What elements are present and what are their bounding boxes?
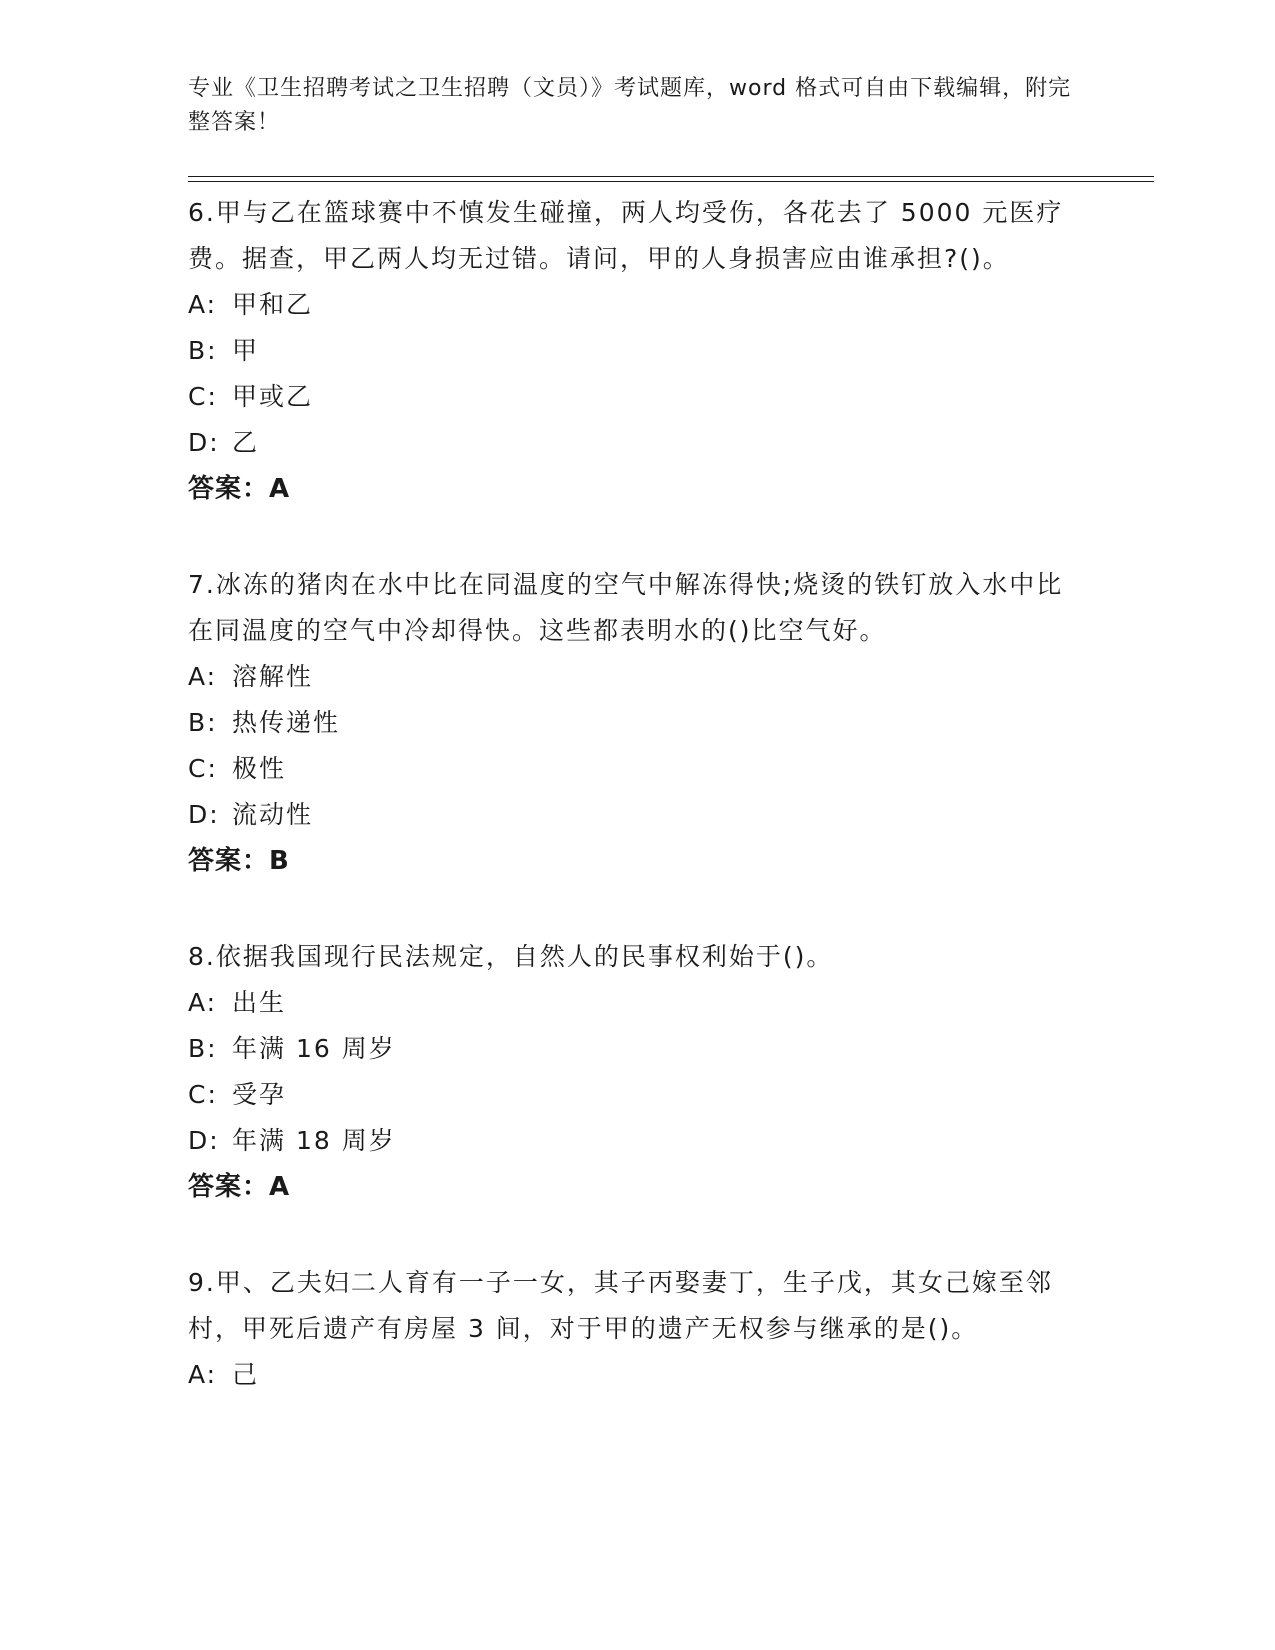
- option-key: D:: [188, 1126, 220, 1155]
- question-stem: 8.依据我国现行民法规定，自然人的民事权利始于()。: [188, 942, 834, 971]
- option-key: A:: [188, 662, 218, 691]
- option-d: [188, 1118, 1088, 1164]
- option-text: 乙: [232, 428, 260, 457]
- option-key: A:: [188, 290, 218, 319]
- option-text: 年满 18 周岁: [232, 1126, 396, 1155]
- question-stem: 9.甲、乙夫妇二人育有一子一女，其子丙娶妻丁，生子戊，其女己嫁至邻村，甲死后遗产有房屋 3 间，对于甲的遗产无权参与继承的是()。: [188, 1268, 1053, 1343]
- option-key: B:: [188, 336, 218, 365]
- option-c: [188, 746, 1088, 792]
- question-7: [188, 562, 1088, 884]
- option-text: 甲或乙: [232, 382, 314, 411]
- option-a: [188, 1352, 1088, 1398]
- option-key: A:: [188, 988, 218, 1017]
- option-key: A:: [188, 1360, 218, 1389]
- option-b: [188, 700, 1088, 746]
- question-stem: 7.冰冻的猪肉在水中比在同温度的空气中解冻得快;烧烫的铁钉放入水中比在同温度的空气中冷却得快。这些都表明水的()比空气好。: [188, 570, 1064, 645]
- option-key: B:: [188, 1034, 218, 1063]
- option-text: 热传递性: [232, 708, 341, 737]
- option-text: 流动性: [232, 800, 314, 829]
- option-c: [188, 374, 1088, 420]
- option-key: C:: [188, 754, 218, 783]
- option-b: [188, 328, 1088, 374]
- option-text: 溶解性: [232, 662, 314, 691]
- option-text: 极性: [232, 754, 287, 783]
- option-key: B:: [188, 708, 218, 737]
- header-divider-top: [188, 176, 1154, 177]
- option-text: 甲: [232, 336, 260, 365]
- option-d: [188, 792, 1088, 838]
- option-key: D:: [188, 428, 220, 457]
- header-divider-bottom: [188, 181, 1154, 182]
- option-key: C:: [188, 382, 218, 411]
- question-list: [188, 190, 1088, 1448]
- option-b: [188, 1026, 1088, 1072]
- question-6: [188, 190, 1088, 512]
- option-text: 甲和乙: [232, 290, 314, 319]
- option-a: [188, 980, 1088, 1026]
- option-text: 出生: [232, 988, 287, 1017]
- answer-line: 答案：A: [188, 474, 291, 504]
- option-key: D:: [188, 800, 220, 829]
- option-a: [188, 282, 1088, 328]
- question-stem: 6.甲与乙在篮球赛中不慎发生碰撞，两人均受伤，各花去了 5000 元医疗费。据查，甲乙两人均无过错。请问，甲的人身损害应由谁承担?()。: [188, 198, 1064, 273]
- option-text: 受孕: [232, 1080, 287, 1109]
- answer-line: 答案：B: [188, 846, 290, 876]
- option-text: 年满 16 周岁: [232, 1034, 396, 1063]
- option-d: [188, 420, 1088, 466]
- question-8: [188, 934, 1088, 1210]
- question-9: [188, 1260, 1088, 1398]
- option-a: [188, 654, 1088, 700]
- document-header: 专业《卫生招聘考试之卫生招聘（文员）》考试题库，word 格式可自由下载编辑，附完整答案！: [188, 76, 1072, 135]
- option-key: C:: [188, 1080, 218, 1109]
- option-text: 己: [232, 1360, 260, 1389]
- answer-line: 答案：A: [188, 1172, 291, 1202]
- option-c: [188, 1072, 1088, 1118]
